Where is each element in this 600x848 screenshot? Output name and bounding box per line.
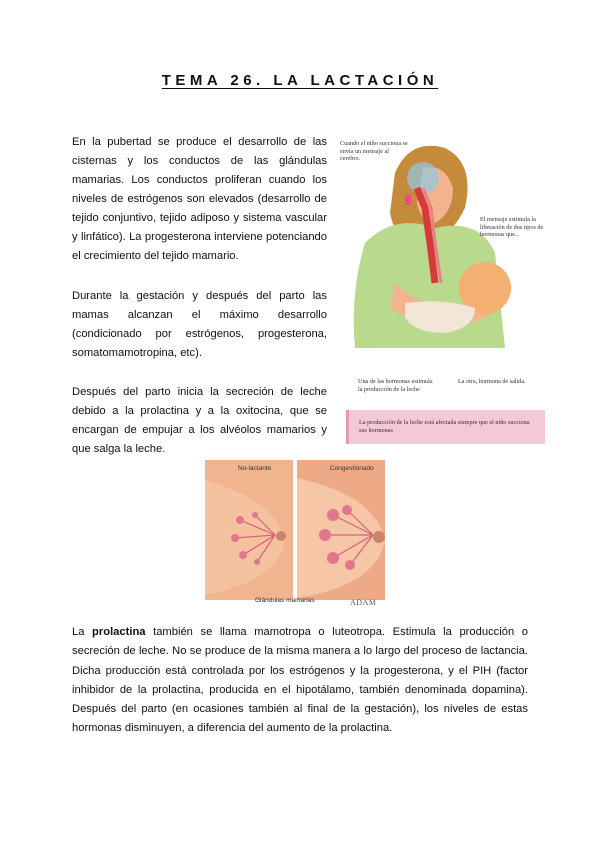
p4-rest: también se llama mamotropa o luteotropa. Estimula la producción o secreción de leche. No se produce de la misma manera a lo largo del proceso de lactancia. Dicha producción está controlada por los estrógenos y la progesterona, y el PIH (factor inhibidor de la prolactina, producida en el hipotálamo, también denominada dopamina). Después del parto (en ocasiones también al final de la gestación), los niveles de estas hormonas disminuyen, a diferencia del aumento de la prolactina.: [72, 626, 528, 735]
illustration-caption-4: La otra, hormona de salida.: [458, 378, 526, 385]
prolactina-term: prolactina: [92, 626, 146, 638]
p4-prefix: La: [72, 626, 93, 638]
illustration-caption-5: La producción de la leche está afectada siempre que el niño succiona sus hormonas: [359, 419, 530, 434]
adam-logo: ADAM: [350, 598, 377, 607]
paragraph-pubertad: En la pubertad se produce el desarrollo de las cisternas y los conductos de las glándulas mamarias. Los conductos proliferan cuando los niveles de estrógenos son elevados (desarrollo de tejido conjuntivo, tejido adiposo y sistema vascular y linfático). La progesterona interviene potenciando el crecimiento del tejido mamario.: [72, 136, 327, 262]
illustration-caption-3: Una de las hormonas estimula la producción de la leche: [358, 378, 433, 393]
paragraph-prolactina: [72, 623, 528, 739]
page-title: TEMA 26. LA LACTACIÓN: [161, 72, 439, 89]
illustration-caption-1: Cuando el niño succiona se envía un mensaje al cerebro.: [340, 140, 408, 162]
breast-label-right: Congestionado: [330, 465, 374, 472]
illustration-caption-box: [346, 410, 545, 444]
breast-label-left: No-lactante: [238, 465, 272, 472]
paragraph-gestacion: Durante la gestación y después del parto las mamas alcanzan el máximo desarrollo (condicionado por estrógenos, progesterona, somatomamotropina, etc).: [72, 290, 327, 359]
breastfeeding-illustration: [335, 133, 550, 353]
illustration-caption-2: El mensaje estimula la liberación de dos tipos de hormonas que...: [480, 216, 544, 238]
breast-gland-figure: [205, 460, 390, 610]
breast-label-bottom: Glándulas mamarias: [255, 597, 315, 604]
paragraph-parto: Después del parto inicia la secreción de leche debido a la prolactina y a la oxitocina, que se encargan de empujar a los alvéolos mamarios y que salga la leche.: [72, 386, 327, 455]
